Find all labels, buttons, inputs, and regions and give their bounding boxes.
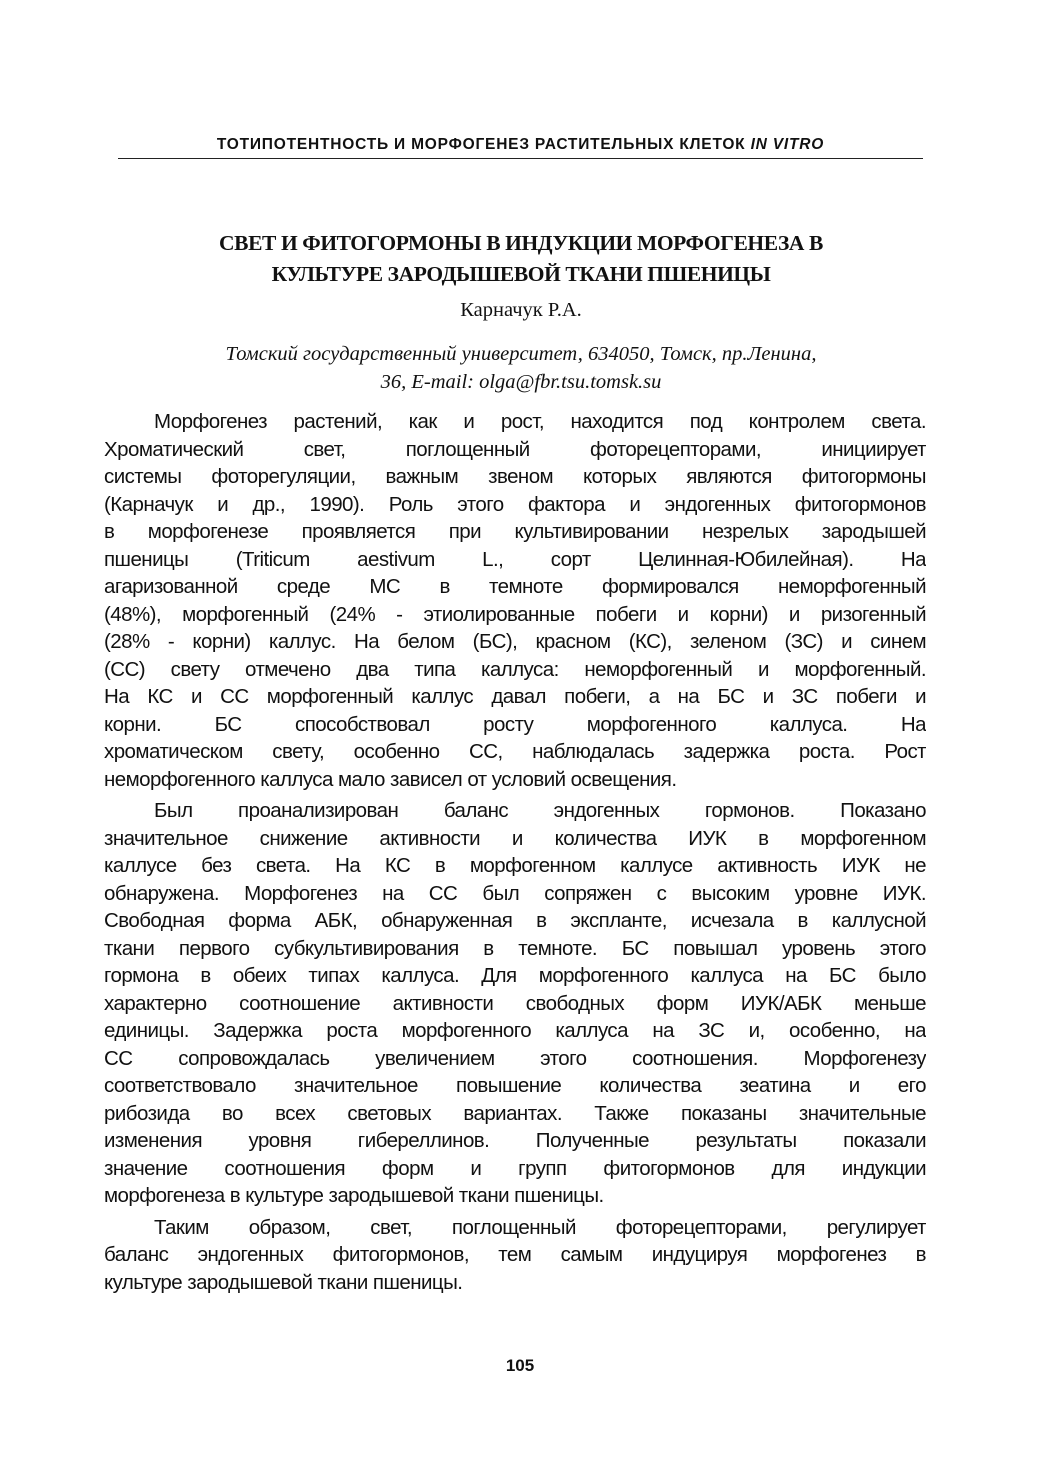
author: Карначук Р.А. xyxy=(460,299,582,321)
article-body xyxy=(104,408,926,1300)
paragraph-line: Свободная форма АБК, обнаруженная в экспланте, исчезала в каллусной xyxy=(104,909,926,932)
paragraph-line: (СС) свету отмечено два типа каллуса: неморфогенный и морфогенный. xyxy=(104,657,926,681)
paragraph-line: характерно соотношение активности свободных форм ИУК/АБК меньше xyxy=(104,991,926,1015)
paragraph xyxy=(104,408,926,793)
paragraph-line: культуре зародышевой ткани пшеницы. xyxy=(104,1270,463,1294)
paragraph-line: системы фоторегуляции, важным звеном которых являются фитогормоны xyxy=(104,465,926,488)
paragraph-line: агаризованной среде МС в темноте формировался неморфогенный xyxy=(104,575,926,598)
paragraph-line: изменения уровня гибереллинов. Полученные результаты показали xyxy=(104,1129,926,1152)
paragraph-line: неморфогенного каллуса мало зависел от условий освещения. xyxy=(104,767,677,791)
paragraph-line: ткани первого субкультивирования в темноте. БС повышал уровень этого xyxy=(104,936,926,960)
paragraph-line: соответствовало значительное повышение количества зеатина и его xyxy=(104,1074,926,1097)
paragraph-line: (48%), морфогенный (24% - этиолированные побеги и корни) и ризогенный xyxy=(104,602,926,626)
running-header-title: ТОТИПОТЕНТНОСТЬ И МОРФОГЕНЕЗ РАСТИТЕЛЬНЫХ КЛЕТОК xyxy=(216,136,746,153)
paragraph-line: в морфогенезе проявляется при культивировании незрелых зародышей xyxy=(104,520,926,543)
title-line: СВЕТ И ФИТОГОРМОНЫ В ИНДУКЦИИ МОРФОГЕНЕЗА В xyxy=(219,231,823,255)
paragraph-line: На КС и СС морфогенный каллус давал побеги, а на БС и ЗС побеги и xyxy=(104,685,926,708)
paragraph-line: (Карначук и др., 1990). Роль этого фактора и эндогенных фитогормонов xyxy=(104,492,926,516)
paragraph-line: хроматическом свету, особенно СС, наблюдалась задержка роста. Рост xyxy=(104,740,926,763)
paragraph xyxy=(104,797,926,1210)
paragraph-line: значительное снижение активности и количества ИУК в морфогенном xyxy=(104,826,926,850)
paragraph-line: единицы. Задержка роста морфогенного каллуса на ЗС и, особенно, на xyxy=(104,1019,926,1042)
paragraph-line: СС сопровождалась увеличением этого соотношения. Морфогенезу xyxy=(104,1046,926,1070)
paragraph-line: Таким образом, свет, поглощенный фоторецепторами, регулирует xyxy=(154,1215,926,1239)
paragraph-line: (28% - корни) каллус. На белом (БС), красном (КС), зеленом (ЗС) и синем xyxy=(104,630,926,653)
paragraph-line: значение соотношения форм и групп фитогормонов для индукции xyxy=(104,1156,926,1180)
paragraph-line: гормона в обеих типах каллуса. Для морфогенного каллуса на БС было xyxy=(104,964,926,987)
running-header xyxy=(118,136,923,154)
title-line: КУЛЬТУРЕ ЗАРОДЫШЕВОЙ ТКАНИ ПШЕНИЦЫ xyxy=(271,262,771,286)
article-title xyxy=(100,228,942,290)
affiliation-line: 36, E-mail: olga@fbr.tsu.tomsk.su xyxy=(380,371,662,393)
paragraph-line: Морфогенез растений, как и рост, находится под контролем света. xyxy=(154,410,926,433)
paragraph-line: Хроматический свет, поглощенный фоторецепторами, инициирует xyxy=(104,437,926,461)
paragraph-line: баланс эндогенных фитогормонов, тем самым индуцируя морфогенез в xyxy=(104,1243,926,1266)
page-number: 105 xyxy=(505,1356,535,1375)
paragraph-line: пшеницы (Triticum aestivum L., сорт Целинная-Юбилейная). На xyxy=(104,547,926,571)
paragraph-line: Был проанализирован баланс эндогенных гормонов. Показано xyxy=(154,799,926,822)
running-header-italic: IN VITRO xyxy=(750,136,825,153)
header-divider xyxy=(118,158,923,159)
paragraph-line: рибозида во всех световых вариантах. Также показаны значительные xyxy=(104,1101,926,1125)
affiliation xyxy=(100,340,942,396)
paragraph-line: корни. БС способствовал росту морфогенного каллуса. На xyxy=(104,712,926,736)
paragraph-line: морфогенеза в культуре зародышевой ткани пшеницы. xyxy=(104,1184,604,1207)
paragraph-line: каллусе без света. На КС в морфогенном каллусе активность ИУК не xyxy=(104,854,926,877)
affiliation-line: Томский государственный университет, 634050, Томск, пр.Ленина, xyxy=(225,343,817,365)
paragraph-line: обнаружена. Морфогенез на СС был сопряжен с высоким уровне ИУК. xyxy=(104,881,926,905)
paragraph xyxy=(104,1214,926,1297)
